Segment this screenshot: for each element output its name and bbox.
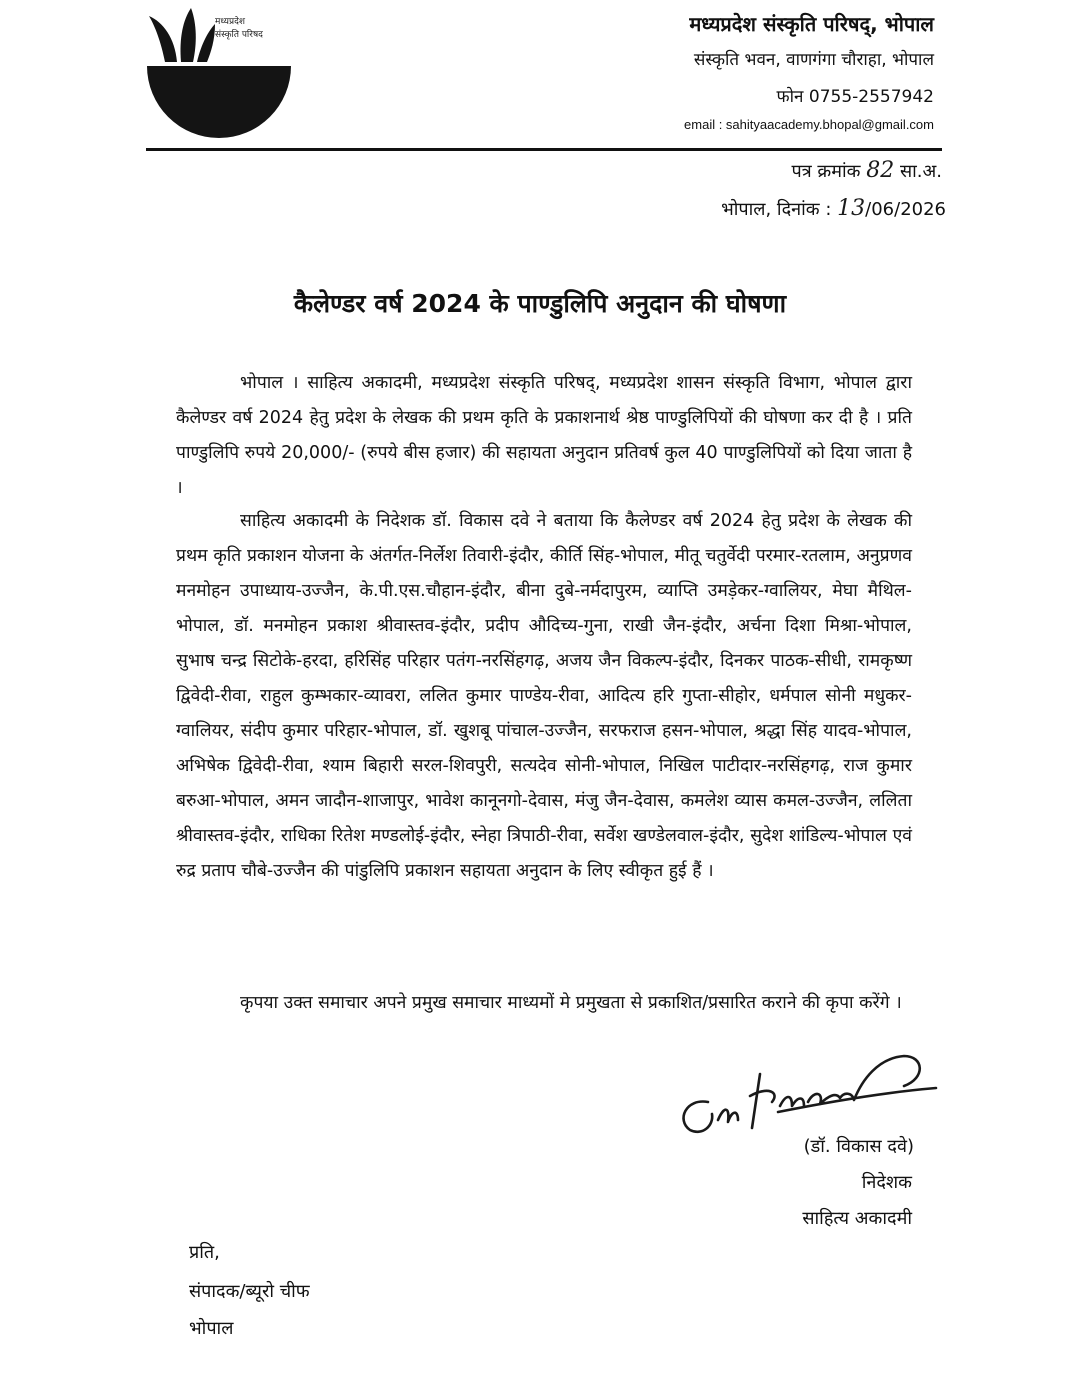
reference-number: 82 <box>866 158 895 183</box>
signatory-name: (डॉ. विकास दवे) <box>803 1136 914 1157</box>
body-paragraph-1: भोपाल । साहित्य अकादमी, मध्यप्रदेश संस्कृति परिषद्, मध्यप्रदेश शासन संस्कृति विभाग, भोपाल द्वारा कैलेण्डर वर्ष 2024 हेतु प्रदेश के लेखक की प्रथम कृति के प्रकाशनार्थ श्रेष्ठ पाण्डुलिपियों की घोषणा कर दी है । प्रति पाण्डुलिपि रुपये 20,000/- (रुपये बीस हजार) की सहायता अनुदान प्रतिवर्ष कुल 40 पाण्डुलिपियों को दिया जाता है । <box>176 373 912 498</box>
date-day: 13 <box>837 196 866 221</box>
page-title: कैलेण्डर वर्ष 2024 के पाण्डुलिपि अनुदान की घोषणा <box>293 289 787 318</box>
reference-suffix: सा.अ. <box>899 161 942 182</box>
logo-text-line1: मध्यप्रदेश <box>215 17 246 27</box>
organization-address: संस्कृति भवन, वाणगंगा चौराहा, भोपाल <box>693 50 934 70</box>
signatory-department: साहित्य अकादमी <box>802 1208 912 1229</box>
date-month-year: /06/2026 <box>865 199 946 220</box>
logo-text-line2: संस्कृति परिषद <box>215 30 263 40</box>
recipient-line-1: प्रति, <box>189 1242 220 1263</box>
recipient-line-2: संपादक/ब्यूरो चीफ <box>189 1281 310 1302</box>
reference-label: पत्र क्रमांक <box>791 161 861 182</box>
body-paragraph-2: साहित्य अकादमी के निदेशक डॉ. विकास दवे ने बताया कि कैलेण्डर वर्ष 2024 हेतु प्रदेश के लेखक की प्रथम कृति प्रकाशन योजना के अंतर्गत-निर्लेश तिवारी-इंदौर, कीर्ति सिंह-भोपाल, मीतू चतुर्वेदी परमार-रतलाम, अनुप्रणव मनमोहन उपाध्याय-उज्जैन, के.पी.एस.चौहान-इंदौर, बीना दुबे-नर्मदापुरम, व्याप्ति उमड़ेकर-ग्वालियर, मेघा मैथिल-भोपाल, डॉ. मनमोहन प्रकाश श्रीवास्तव-इंदौर, प्रदीप औदिच्य-गुना, राखी जैन-इंदौर, अर्चना दिशा मिश्रा-भोपाल, सुभाष चन्द्र सिटोके-हरदा, हरिसिंह परिहार पतंग-नरसिंहगढ़, अजय जैन विकल्प-इंदौर, दिनकर पाठक-सीधी, रामकृष्ण द्विवेदी-रीवा, राहुल कुम्भकार-व्यावरा, ललित कुमार पाण्डेय-रीवा, आदित्य हरि गुप्ता-सीहोर, धर्मपाल सोनी मधुकर-ग्वालियर, संदीप कुमार परिहार-भोपाल, डॉ. खुशबू पांचाल-उज्जैन, सरफराज हसन-भोपाल, श्रद्धा सिंह यादव-भोपाल, अभिषेक द्विवेदी-रीवा, श्याम बिहारी सरल-शिवपुरी, सत्यदेव सोनी-भोपाल, निखिल पाटीदार-नरसिंहगढ़, राज कुमार बरुआ-भोपाल, अमन जादौन-शाजापुर, भावेश कानूनगो-देवास, मंजु जैन-देवास, कमलेश व्यास कमल-उज्जैन, ललिता श्रीवास्तव-इंदौर, राधिका रितेश मण्डलोई-इंदौर, स्नेहा त्रिपाठी-रीवा, सर्वेश खण्डेलवाल-इंदौर, सुदेश शांडिल्य-भोपाल एवं रुद्र प्रताप चौबे-उज्जैन की पांडुलिपि प्रकाशन सहायता अनुदान के लिए स्वीकृत हुई हैं । <box>176 511 912 881</box>
organization-phone: फोन 0755-2557942 <box>776 87 934 107</box>
date-row <box>721 196 946 221</box>
reference-number-row <box>792 158 942 183</box>
signatory-title: निदेशक <box>861 1172 912 1193</box>
handwritten-signature <box>668 1036 948 1146</box>
letterhead-divider <box>146 148 942 151</box>
body-paragraph-3: कृपया उक्त समाचार अपने प्रमुख समाचार माध्यमों मे प्रमुखता से प्रकाशित/प्रसारित कराने की कृपा करेंगे । <box>240 993 902 1013</box>
organization-name: मध्यप्रदेश संस्कृति परिषद्, भोपाल <box>689 12 934 36</box>
recipient-line-3: भोपाल <box>189 1318 234 1339</box>
organization-logo <box>145 4 295 144</box>
organization-email: email : sahityaacademy.bhopal@gmail.com <box>684 117 934 132</box>
date-label: भोपाल, दिनांक : <box>721 199 832 220</box>
